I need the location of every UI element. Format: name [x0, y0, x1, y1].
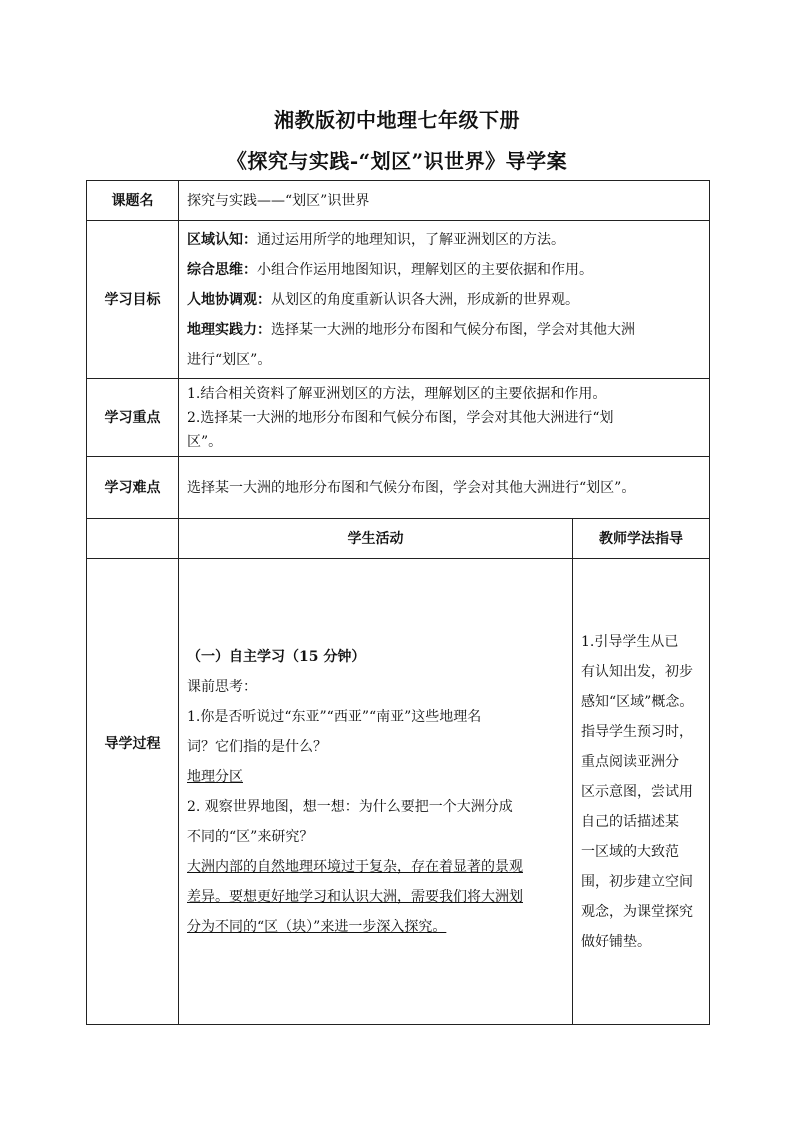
row-activity-header: [87, 519, 710, 559]
activity-line: 课前思考：: [187, 678, 257, 695]
row-goals: [87, 221, 710, 379]
header-student-activity: 学生活动: [179, 519, 573, 559]
topic-value: 探究与实践——“划区”识世界: [179, 181, 710, 221]
teacher-guidance-content: [573, 559, 710, 1025]
lesson-plan-table: [86, 180, 710, 1025]
answer-text: 分为不同的“区（块）”来进一步深入探究。: [187, 918, 447, 935]
goal-item: 地理实践力：选择某一大洲的地形分布图和气候分布图，学会对其他大洲: [187, 321, 635, 338]
row-focus: [87, 379, 710, 457]
activity-line: 不同的“区”来研究？: [187, 828, 314, 845]
focus-line: 区”。: [187, 433, 223, 450]
focus-line: 1.结合相关资料了解亚洲划区的方法，理解划区的主要依据和作用。: [187, 385, 607, 402]
activity-line: 1.你是否听说过“东亚”“西亚”“南亚”这些地理名: [187, 708, 482, 725]
answer-text: 差异。要想更好地学习和认识大洲，需要我们将大洲划: [187, 888, 523, 905]
guidance-line: 重点阅读亚洲分: [581, 753, 679, 770]
guidance-line: 感知“区域”概念。: [581, 693, 694, 710]
goal-item: 人地协调观：从划区的角度重新认识各大洲，形成新的世界观。: [187, 291, 579, 308]
guidance-line: 观念，为课堂探究: [581, 903, 693, 920]
focus-content: [179, 379, 710, 457]
answer-text: 大洲内部的自然地理环境过于复杂，存在着显著的景观: [187, 858, 523, 875]
student-activity-content: [179, 559, 573, 1025]
guidance-line: 1.引导学生从已: [581, 633, 679, 650]
empty-header-cell: [87, 519, 179, 559]
answer-text: 地理分区: [187, 768, 243, 785]
guidance-line: 自己的话描述某: [581, 813, 679, 830]
label-topic: 课题名: [87, 181, 179, 221]
row-topic: [87, 181, 710, 221]
activity-line: 词？它们指的是什么？: [187, 738, 327, 755]
row-process: [87, 559, 710, 1025]
guidance-line: 指导学生预习时，: [581, 723, 693, 740]
document-subtitle: 《探究与实践-“划区”识世界》导学案: [226, 149, 568, 173]
label-difficulty: 学习难点: [87, 457, 179, 519]
row-difficulty: [87, 457, 710, 519]
difficulty-value: 选择某一大洲的地形分布图和气候分布图，学会对其他大洲进行“划区”。: [179, 457, 710, 519]
guidance-line: 围，初步建立空间: [581, 873, 693, 890]
goals-content: [179, 221, 710, 379]
header-teacher-guidance: 教师学法指导: [573, 519, 710, 559]
goal-item: 综合思维：小组合作运用地图知识，理解划区的主要依据和作用。: [187, 261, 593, 278]
label-focus: 学习重点: [87, 379, 179, 457]
guidance-line: 一区域的大致范: [581, 843, 679, 860]
activity-line: 2. 观察世界地图，想一想：为什么要把一个大洲分成: [187, 798, 513, 815]
goal-item: 区域认知：通过运用所学的地理知识，了解亚洲划区的方法。: [187, 231, 565, 248]
guidance-line: 区示意图，尝试用: [581, 783, 693, 800]
label-goals: 学习目标: [87, 221, 179, 379]
document-title: 湘教版初中地理七年级下册: [274, 108, 520, 132]
guidance-line: 做好铺垫。: [581, 933, 651, 950]
label-process: 导学过程: [87, 559, 179, 1025]
guidance-line: 有认知出发，初步: [581, 663, 693, 680]
section-title: （一）自主学习（15 分钟）: [187, 648, 366, 665]
goal-item: 进行“划区”。: [187, 351, 272, 368]
focus-line: 2.选择某一大洲的地形分布图和气候分布图，学会对其他大洲进行“划: [187, 409, 614, 426]
